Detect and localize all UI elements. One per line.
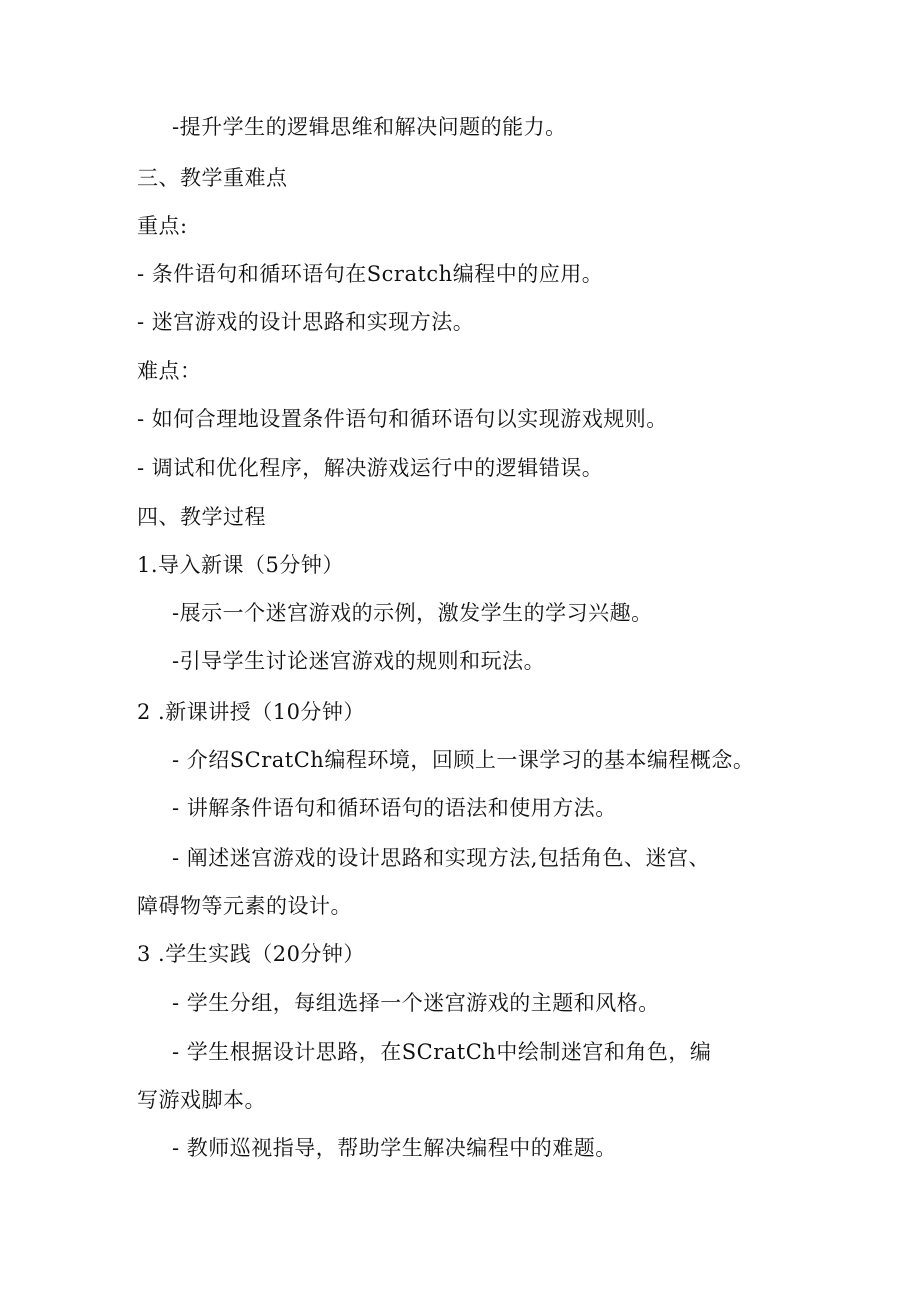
section-heading: 三、教学重难点 — [137, 166, 288, 190]
key-point-item: - 迷宫游戏的设计思路和实现方法。 — [137, 310, 475, 334]
step-item: - 学生分组，每组选择一个迷宫游戏的主题和风格。 — [172, 991, 660, 1015]
difficulty-item: - 如何合理地设置条件语句和循环语句以实现游戏规则。 — [137, 407, 668, 431]
section-heading: 四、教学过程 — [137, 505, 266, 529]
step-heading: 3 .学生实践（20分钟） — [137, 942, 365, 966]
step-item: -展示一个迷宫游戏的示例，激发学生的学习兴趣。 — [172, 601, 653, 625]
step-item-continuation: 写游戏脚本。 — [137, 1088, 266, 1112]
step-item: - 讲解条件语句和循环语句的语法和使用方法。 — [172, 796, 617, 820]
subheading-difficulties: 难点： — [137, 359, 202, 383]
step-item: - 介绍SCratCh编程环境，回顾上一课学习的基本编程概念。 — [172, 748, 755, 772]
step-item-continuation: 障碍物等元素的设计。 — [137, 894, 352, 918]
step-item: -引导学生讨论迷宫游戏的规则和玩法。 — [172, 649, 546, 673]
step-item: - 阐述迷宫游戏的设计思路和实现方法,包括角色、迷宫、 — [172, 846, 710, 870]
step-heading: 2 .新课讲授（10分钟） — [137, 700, 365, 724]
difficulty-item: - 调试和优化程序，解决游戏运行中的逻辑错误。 — [137, 456, 604, 480]
objective-item: -提升学生的逻辑思维和解决问题的能力。 — [172, 115, 567, 139]
step-item: - 教师巡视指导，帮助学生解决编程中的难题。 — [172, 1136, 617, 1160]
key-point-item: - 条件语句和循环语句在Scratch编程中的应用。 — [137, 262, 604, 286]
step-item: - 学生根据设计思路，在SCratCh中绘制迷宫和角色，编 — [172, 1040, 712, 1064]
subheading-key-points: 重点: — [137, 214, 188, 238]
step-heading: 1.导入新课（5分钟） — [137, 553, 344, 577]
